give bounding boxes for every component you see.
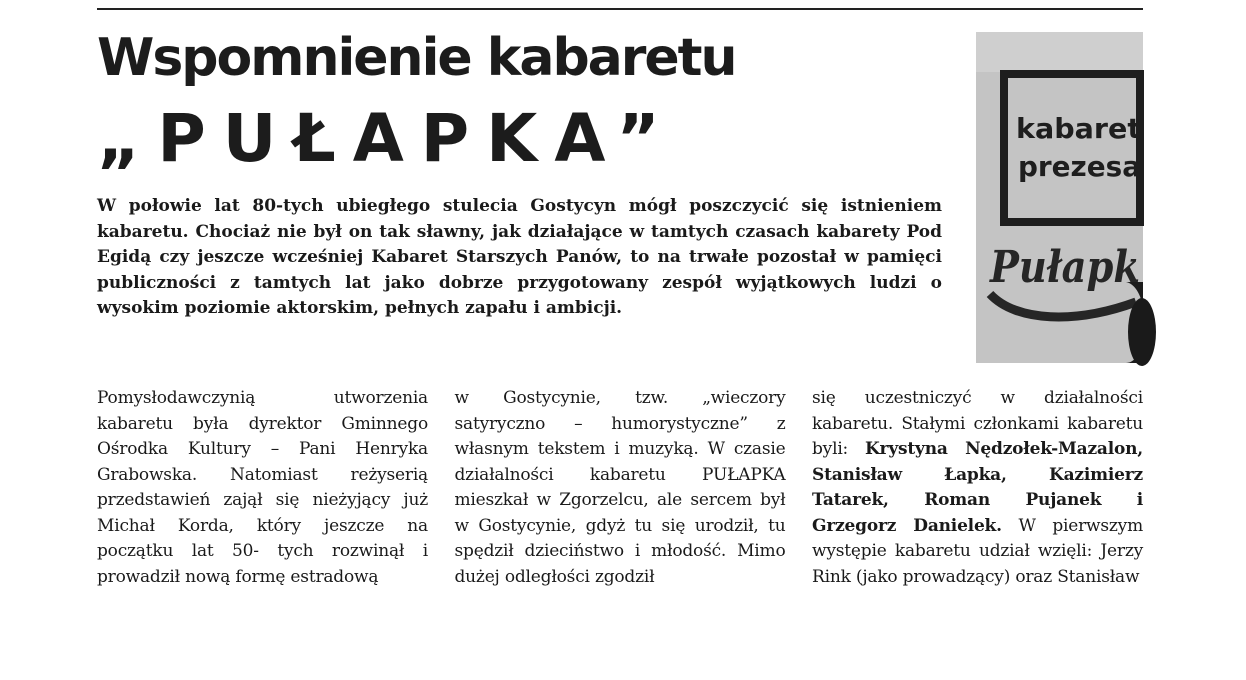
sign-script-pulapka: Pułapk [988,242,1140,293]
article-title: Wspomnienie kabaretu [97,28,736,88]
article-title-name: „PUŁAPKA” [97,100,677,177]
cabaret-sign-illustration [976,32,1143,363]
article-column-1: Pomysłodawczynią utworzenia kabaretu była dyrektor Gminnego Ośrodka Kultury – Pani Henryka Grabowska. Natomiast reżyserią przedstawień zajął się nieżyjący już Michał Korda, który jeszcze na początku lat 50- tych rozwinął i prowadził nową formę estradową [97,388,428,587]
article-body [97,386,1143,596]
sign-text-prezesa: prezesa [1018,150,1141,183]
cabaret-sign-photo [976,32,1143,363]
column-3-intro: się uczestniczyć w działalności kabaretu. Stałymi członkami kabaretu byli: [812,388,1143,459]
cabaret-members: Krystyna Nędzołek-Mazalon, Stanisław Łapka, Kazimierz Tatarek, Roman Pujanek i Grzegorz Danielek. [812,439,1143,536]
article-column-3 [812,386,1143,596]
article-lead: W połowie lat 80-tych ubiegłego stulecia Gostycyn mógł poszczycić się istnieniem kabaretu. Chociaż nie był on tak sławny, jak działające w tamtych czasach kabarety Pod Egidą czy jeszcze wcześniej Kabaret Starszych Panów, to na trwałe pozostał w pamięci publiczności z tamtych lat jako dobrze przygotowany zespół wyjątkowych ludzi o wysokim poziomie aktorskim, pełnych zapału i ambicji. [97,196,942,318]
sign-text-kabaret: kabaret [1016,112,1141,145]
top-rule [97,8,1143,10]
article-column-2: w Gostycynie, tzw. „wieczory satyryczno – humorystyczne” z własnym tekstem i muzyką. W czasie działalności kabaretu PUŁAPKA mieszkał w Zgorzelcu, ale sercem był w Gostycynie, gdyż tu się urodził, tu spędził dzieciństwo i młodość. Mimo dużej odległości zgodził [454,388,786,587]
column-3-outro: W pierwszym występie kabaretu udział wzięli: Jerzy Rink (jako prowadzący) oraz Stanisław [812,515,1143,587]
